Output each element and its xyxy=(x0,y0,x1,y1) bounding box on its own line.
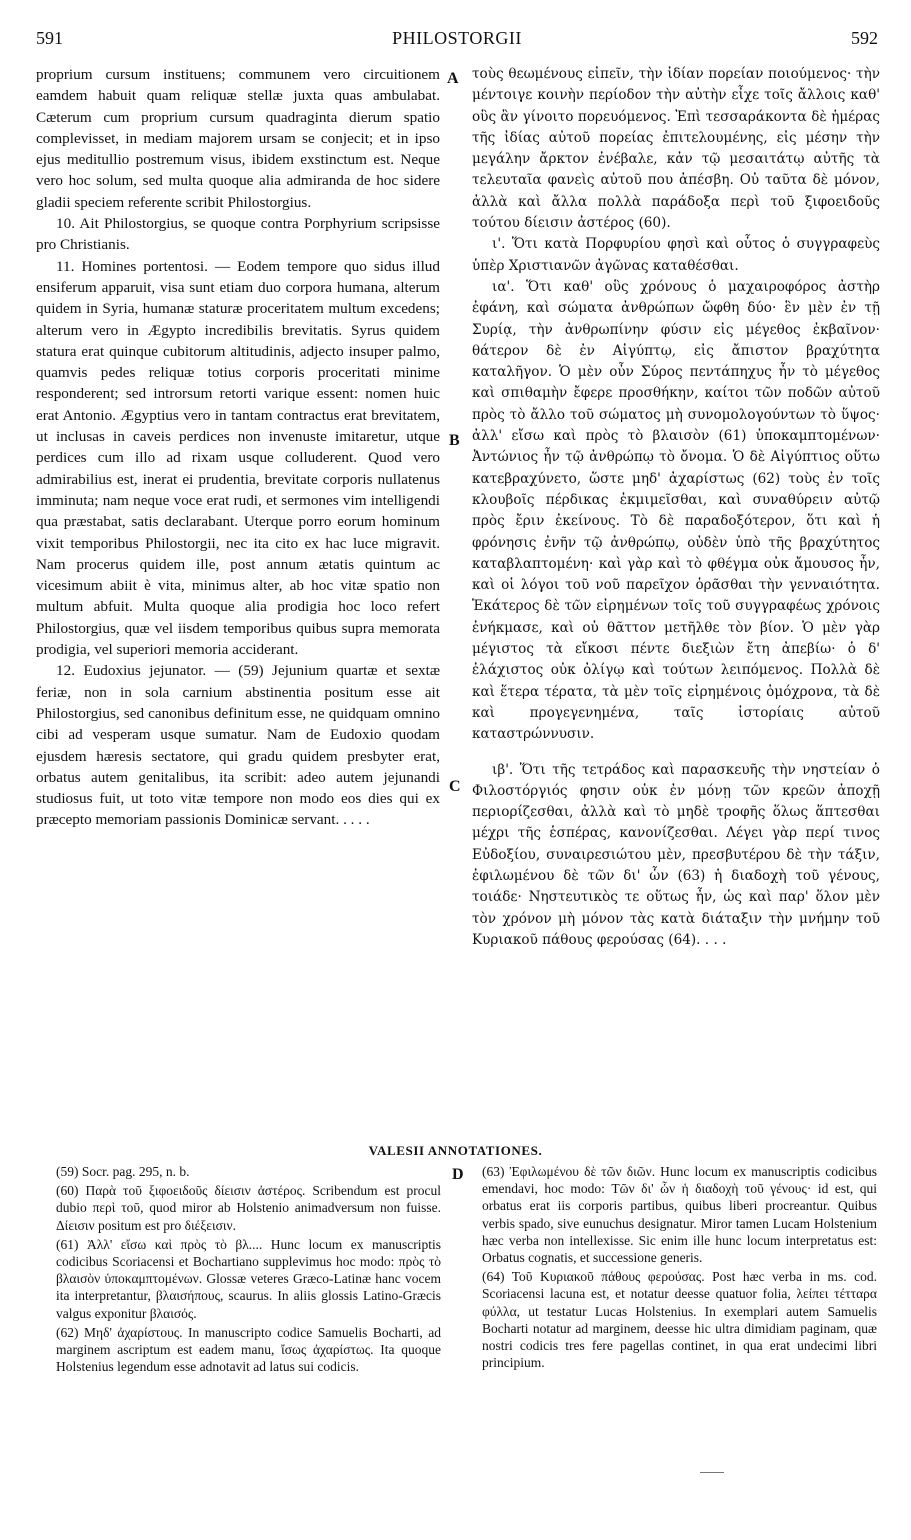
annotations-heading: VALESII ANNOTATIONES. xyxy=(368,1143,543,1158)
latin-column xyxy=(36,64,440,831)
note-60: (60) Παρὰ τοῦ ξιφοειδοῦς δίεισιν ἀστέρος. Scribendum est procul dubio περὶ τοῦ, quod miror ab Holstenio animadversum non fuisse. Δίεισιν positum est pro διέξεισιν. xyxy=(56,1183,441,1233)
notes-right-column xyxy=(482,1163,877,1371)
note-63: (63) Ἐφιλωμένου δὲ τῶν διῶν. Hunc locum ex manuscriptis codicibus emendavi, hoc modo: Τῶν δι' ὧν ἡ διαδοχὴ τοῦ γένους· id est, qui orbatus erat iis corporis partibus, quibus liberi procreantur. Quibus verbis spado, sive eunuchus designatur. Miror tamen Lucam Holstenium hæc verba non intellexisse. Sic enim ille hunc locum interpretatus est: Orbatus cognatis, et successione generis. xyxy=(482,1164,877,1266)
latin-paragraph-2: 10. Ait Philostorgius, se quoque contra Porphyrium scripsisse pro Christianis. xyxy=(36,215,440,254)
running-title: PHILOSTORGII xyxy=(392,28,522,48)
latin-paragraph-1: proprium cursum instituens; communem vero circuitionem eamdem habuit quam reliquæ stellæ juxta quas ambulabat. Cæterum cum proprium cursum quadraginta dierum spatio complevisset, in mediam majorem ursam se conjecit; et in ipso ejus meditullio postremum visus, ibidem exstinctum est. Neque vero hoc solum, sed multa quoque alia admiranda de hoc sidere gladii speciem referente scribit Philostorgius. xyxy=(36,66,440,211)
greek-paragraph-3: ια'. Ὅτι καθ' οὓς χρόνους ὁ μαχαιροφόρος ἀστὴρ ἐφάνη, καὶ σώματα ἀνθρώπων ὤφθη δύο· ἓν μὲν ἐν τῇ Συρίᾳ, τὴν ἀνθρωπίνην φύσιν εἰς μέγεθος ἐκβαῖνον· θάτερον δὲ ἐν Αἰγύπτῳ, εἰς ἄπιστον βραχύτητα καταλῆγον. Ὁ μὲν οὖν Σύρος πεντάπηχυς ἦν τὸ μέγεθος καὶ σπιθαμὴν ἔφερε προσθήκην, καίτοι τῶν ποδῶν αὐτοῦ πρὸς τὸ ἄλλο τοῦ σώματος μὴ συνομολογούντων τὸ ὕψος· ἀλλ' εἴσω καὶ πρὸς τὸ βλαισὸν (61) ὑποκαμπτομένων· Ἀντώνιος ἦν τῷ ἀνθρώπῳ τὸ ὄνομα. Ὁ δὲ Αἰγύπτιος οὕτω κατεβραχύνετο, ὥστε μηδ' ἀχαρίστως (62) τοὺς ἐν τοῖς κλουβοῖς πέρδικας ἐκμιμεῖσθαι, καὶ συναθύρειν αὐτῷ πρὸς ἔριν ἐκείνους. Τὸ δὲ παραδοξότερον, ὅτι καὶ ἡ φρόνησις ἐνῆν τῷ ἀνθρώπῳ, οὐδὲν ὑπὸ τῆς βραχύτητος καταβλαπτομένη· καὶ γὰρ καὶ τὸ φθέγμα οὐκ ἄμουσος ἦν, καὶ οἱ λόγοι τοῦ νοῦ παρεῖχον ὁρᾶσθαι τὴν γενναιότητα. Ἑκάτερος δὲ τῶν εἰρημένων τοῖς τοῦ συγγραφέως χρόνοις ἐνήκμασε, καὶ οὐ θᾶττον μετῆλθε τὸν βίον. Ὁ μὲν γὰρ μέγιστος τὰ εἴκοσι πέντε διεξιὼν ἔτη ἀπεβίω· ὁ δ' ἐλάχιστος οὐκ ὀλίγῳ καὶ τούτων λειπόμενος. Πολλὰ δὲ καὶ ἕτερα τέρατα, τὰ μὲν τοῖς εἰρημένοις ὁμόχρονα, τὰ δὲ καὶ προγεγενημένα, ταῖς ἱστορίαις αὐτοῦ καταστρώννυσιν. xyxy=(472,278,880,743)
margin-marker-b: B xyxy=(449,432,460,449)
latin-paragraph-4: 12. Eudoxius jejunator. — (59) Jejunium quartæ et sextæ feriæ, non in sola carnium abstinentia positum esse ait Philostorgius, sed canonibus definitum esse, ne quidquam omnino cibi ad vesperam usque sumatur. Nam de Eudoxio quodam ejusdem hæresis sectatore, qui gradu quidem presbyter erat, orbatus autem genitalibus, ita scribit: adeo autem jejunandi studiosus fuit, ut toto vitæ tempore non modo eos dies qui ex præcepto memoriam passionis Dominicæ servant. . . . . xyxy=(36,662,440,829)
page-number-right: 592 xyxy=(851,28,878,48)
greek-paragraph-4: ιβ'. Ὅτι τῆς τετράδος καὶ παρασκευῆς τὴν νηστείαν ὁ Φιλοστόργιός φησιν οὐκ ἐν μόνῃ τῶν κρεῶν ἀποχῇ περιορίζεσθαι, ἀλλὰ καὶ τὸ μηδὲ τροφῆς ὅλως ἅπτεσθαι μέχρι τῆς ἑσπέρας, κανονίζεσθαι. Λέγει γὰρ περί τινος Εὐδοξίου, συναιρεσιώτου μὲν, πρεσβυτέρου δὲ τὴν τάξιν, ἐφιλωμένου δὲ τῶν δι' ὧν (63) ἡ διαδοχὴ τοῦ γένους, τοιάδε· Νηστευτικὸς τε οὕτως ἦν, ὡς καὶ παρ' ὅλον μὲν τὸν χρόνον μὴ μόνον τὰς κατὰ διάταξιν τὴν μνήμην τοῦ Κυριακοῦ πάθους φερούσας (64). . . . xyxy=(472,761,880,948)
notes-left-column xyxy=(56,1163,441,1375)
note-59: (59) Socr. pag. 295, n. b. xyxy=(56,1164,190,1179)
paragraph-gap xyxy=(472,746,880,760)
latin-paragraph-3: 11. Homines portentosi. — Eodem tempore quo sidus illud ensiferum apparuit, visa sunt etiam duo corpora humana, alterum quidem in Syria, humanæ staturæ proceritatem multum excedens; alterum vero in Ægypto incredibilis brevitatis. Syrus quidem statura erat quinque cubitorum altitudinis, adjecto insuper palmo, quamvis pedes reliquæ totius corporis proceritati minime responderent; sed introrsum retorti varique essent: nomen huic erat Antonio. Ægyptius vero in tantam contractus erat brevitatem, ut inclusas in caveis perdices non invenuste imitaretur, utque perdices cum illo ad rixam usque colluderent. Quod vero admirabilius est, inerat ei prudentia, brevitate corporis nullatenus imminuta; nam neque voce erat rudi, et sermones vim intelligendi qua præstabat, satis declarabant. Uterque porro eorum hominum vixit temporibus Philostorgii, nec ita cito ex hac luce migravit. Nam procerus quidem ille, post annum ætatis quintum ac vicesimum abiit è vita, minimus alter, ab hoc vitæ spatio non multum abfuit. Multa quoque alia prodigia hoc loco refert Philostorgius, quæ vel iisdem temporibus quibus supra memorata prodigia, vel superiori memoria acciderant. xyxy=(36,257,440,659)
greek-column xyxy=(472,64,880,951)
note-62: (62) Μηδ' ἀχαρίστους. In manuscripto codice Samuelis Bocharti, ad marginem ascriptum est eadem manu, ἴσως ἀχαρίστως. Ita quoque Holstenius legendum esse adnotavit ad latus sui codicis. xyxy=(56,1324,441,1375)
greek-paragraph-1: τοὺς θεωμένους εἰπεῖν, τὴν ἰδίαν πορείαν ποιούμενος· τὴν μέντοιγε κοινὴν περίοδον τὴν αὐτὴν εἶχε τοῖς ἄλλοις καθ' οὓς ἂν γίνοιτο πορευόμενος. Ἐπὶ τεσσαράκοντα δὲ ἡμέρας τῆς ἰδίας αὐτοῦ πορείας ἐπιτελουμένης, εἰς μέσην τὴν μεγάλην ἄρκτον ἐνέβαλε, κἀν τῷ μεσαιτάτῳ αὐτῆς τὰ τελευταῖα φανεὶς αὐτοῦ που ἀπέσβη. Οὐ ταῦτα δὲ μόνον, ἀλλὰ καὶ ἄλλα πολλὰ παράδοξα περὶ τοῦ ξιφοειδοῦς τούτου δίεισιν ἀστέρος (60). xyxy=(472,66,880,232)
note-64: (64) Τοῦ Κυριακοῦ πάθους φερούσας. Post hæc verba in ms. cod. Scoriacensi lacuna est, et notatur deesse quatuor folia, λείπει τέτταρα φύλλα, ut testatur Lucas Holstenius. In exemplari autem Samuelis Bocharti notatur ad marginem, deesse hic ultra dimidiam paginam, quæ nostri codicis tres fere pagellas continet, in qua erat undecimi libri principium. xyxy=(482,1269,877,1371)
margin-marker-a: A xyxy=(447,70,459,87)
running-header xyxy=(36,28,878,52)
greek-paragraph-2: ι'. Ὅτι κατὰ Πορφυρίου φησὶ καὶ οὗτος ὁ συγγραφεὺς ὑπὲρ Χριστιανῶν ἀγῶνας καταθέσθαι. xyxy=(472,236,880,274)
note-61: (61) Ἀλλ' εἴσω καὶ πρὸς τὸ βλ.... Hunc locum ex manuscriptis codicibus Scoriacensi et Bochartiano supplevimus hoc modo: πρὸς τὸ βλαισὸν ὑποκαμπτομένων. Glossæ veteres Græco-Latinæ hanc vocem ita interpretantur, βλαισήπους, scaurus. In aliis glossis Latino-Græcis valgus exponitur βλαισός. xyxy=(56,1236,441,1321)
margin-marker-c: C xyxy=(449,778,461,795)
margin-marker-d: D xyxy=(452,1166,464,1183)
page-number-left: 591 xyxy=(36,28,63,48)
end-rule xyxy=(700,1472,724,1473)
